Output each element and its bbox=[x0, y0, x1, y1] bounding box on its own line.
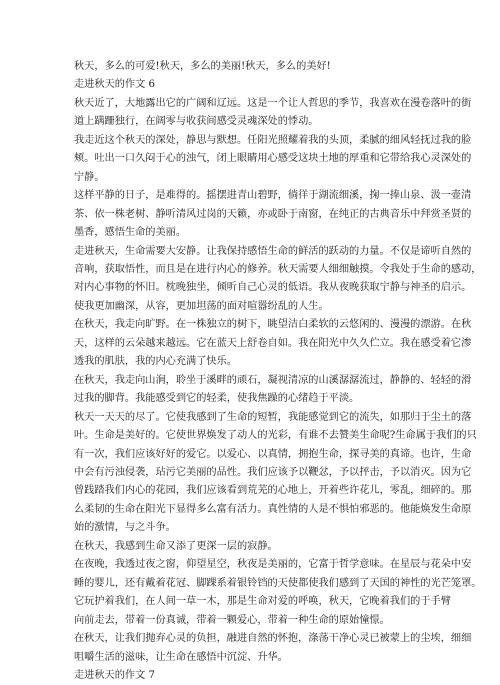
text-line: 这样平静的日子，是难得的。摇摆进青山碧野，徜徉于湖流细溪，掬一捧山泉、汲一壶清 bbox=[74, 190, 472, 202]
text-line: 咀嚼生活的滋味，让生命在感悟中沉淀、升华。 bbox=[74, 651, 288, 663]
text-line: 使我更加幽深，从容，更加坦荡的面对喧嚣纷乱的人生。 bbox=[74, 300, 329, 312]
essay-heading: 走进秋天的作文 7 bbox=[74, 669, 156, 681]
text-line: 秋天近了，大地露出它的广阔和辽远。这是一个让人哲思的季节，我喜欢在漫卷落叶的街 bbox=[74, 97, 472, 109]
text-line: 我走近这个秋天的深处，静思与默想。任阳光照耀着我的头顶，柔腻的细风轻抚过我的脸 bbox=[74, 134, 472, 146]
text-line: 颊。吐出一口久闷于心的浊气，闭上眼睛用心感受这块土地的厚重和它带给我心灵深处的 bbox=[74, 153, 472, 165]
text-line: 有一次，我们应该好好的爱它。以爱心、以真情，拥抱生命，探寻美的真谛。也许，生命 bbox=[74, 448, 472, 460]
text-line: 宁静。 bbox=[74, 171, 105, 183]
document-body bbox=[74, 58, 482, 685]
text-line: 在秋天，我感到生命又添了更深一层的寂静。 bbox=[74, 540, 278, 552]
text-line: 么柔韧的生命在阳光下显得多么富有活力。真性情的人是不惧怕邪恶的。他能焕发生命原 bbox=[74, 503, 472, 515]
text-line: 在夜晚，我透过夜之窗，仰望星空，秋夜是美丽的，它富于哲学意味。在星辰与花朵中安 bbox=[74, 559, 472, 571]
text-line: 秋天，多么的可爱!秋天，多么的美丽!秋天，多么的美好! bbox=[74, 61, 331, 72]
text-line: 它玩护着我们，在人间一草一木，那是生命对爱的呼唤，秋天，它晚着我们的于手臂 bbox=[74, 596, 451, 608]
text-line: 向前走去，带着一份真诚，带着一颗爱心，带着一种生命的原始憧憬。 bbox=[74, 614, 390, 626]
text-line: 中会有污浊侵袭，玷污它美丽的品性。我们应该予以鞭忿，予以抨击，予以消灭。因为它 bbox=[74, 466, 472, 478]
text-line: 叶。生命是美好的。它使世界焕发了动人的光彩，有谁不去赞美生命呢?生命属于我们的只 bbox=[74, 430, 477, 442]
text-line: 在秋天，我走向旷野。在一株独立的树下，眺望洁白柔软的云悠闲的、漫漫的漂游。在秋 bbox=[74, 319, 472, 331]
essay-heading: 走进秋天的作文 6 bbox=[74, 79, 156, 91]
text-line: 走进秋天，生命需要大安静。让我保持感悟生命的鲜活的跃动的力量。不仅是谛听自然的 bbox=[74, 245, 472, 257]
text-line: 过我的脚背。我能感受到它的轻柔，使我焦躁的心绪趋于平淡。 bbox=[74, 393, 360, 405]
text-line: 茶、依一株老树、静听清风过岗的天籁，亦或卧于南窗，在纯正的古典音乐中拜赏圣贤的 bbox=[74, 208, 472, 220]
text-line: 睡的婴儿，还有戴着花冠、脚踝系着银铃铛的天使都使我们感到了天国的神性的光芒笼罩。 bbox=[74, 577, 482, 589]
text-line: 对内心事物的怀旧。枕晚独坐，倾听自己心灵的低语。我从夜晚获取宁静与神圣的启示。 bbox=[74, 282, 472, 294]
text-line: 透我的肌肤，我的内心充满了快乐。 bbox=[74, 356, 237, 368]
text-line: 曾践踏我们内心的花园，我们应该看到荒芜的心地上，开着些许花儿，零乱，细碎的。那 bbox=[74, 485, 472, 497]
text-line: 墨香，感悟生命的美丽。 bbox=[74, 227, 187, 239]
text-line: 道上蹒跚独行，在阔零与收获间感受灵魂深处的悸动。 bbox=[74, 116, 319, 128]
text-line: 在秋天，我走向山涧，聆坐于溪畔的顽石，凝视清凉的山溪潺潺流过，静静的、轻轻的滑 bbox=[74, 374, 472, 386]
text-line: 秋天一天天的尽了。它使我感到了生命的短暂，我能感觉到它的流失，如那归于尘土的落 bbox=[74, 411, 472, 423]
text-line: 在秋天，让我们抛弃心灵的负担，融进自然的怀抱，涤荡干净心灵已被蒙上的尘埃，细细 bbox=[74, 633, 472, 645]
text-line: 音响，获取悟性，而且是在进行内心的修养。秋天需要人细细触摸。令我处于生命的感动， bbox=[74, 263, 482, 275]
text-line: 天，这样的云朵越来越远。它在蓝天上舒卷自如。我在阳光中久久伫立。我在感受着它渗 bbox=[74, 337, 472, 349]
text-line: 始的激情，与之斗争。 bbox=[74, 522, 176, 534]
